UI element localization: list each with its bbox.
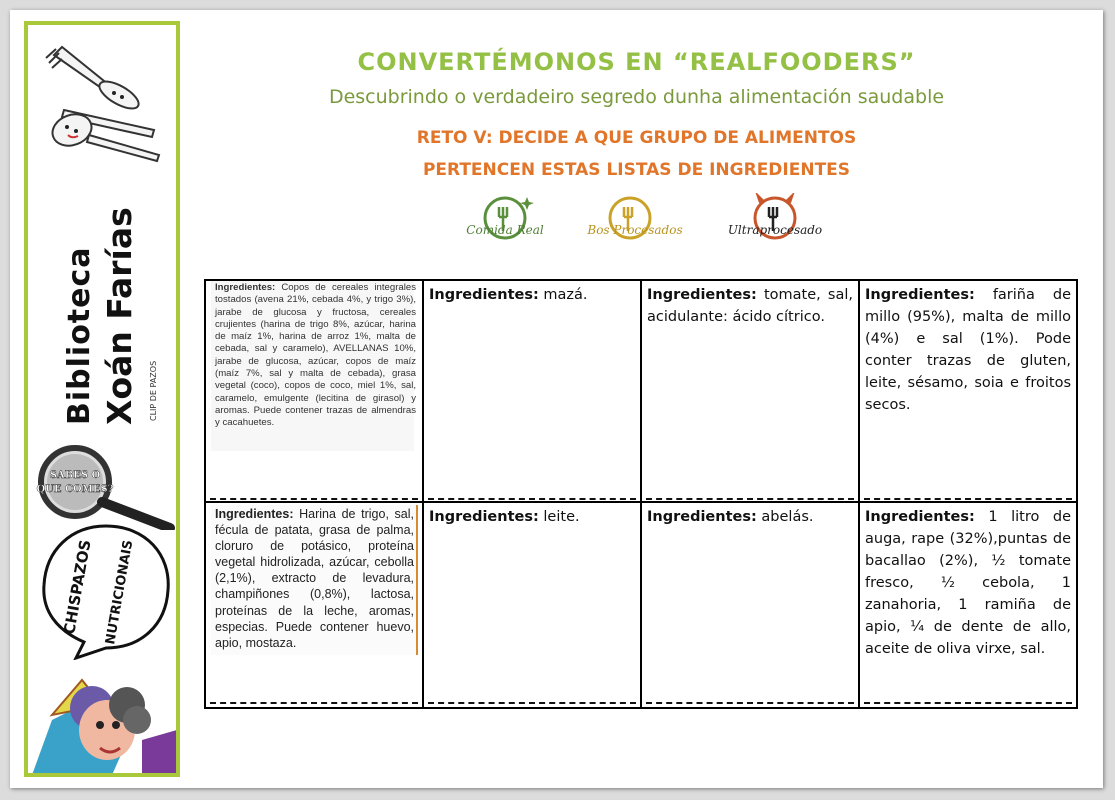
worksheet-page (10, 10, 1103, 788)
ingredient-cell-4 (860, 281, 1076, 503)
challenge-line-2: PERTENCEN ESTAS LISTAS DE INGREDIENTES (422, 160, 851, 180)
svg-text:NUTRICIONAIS: NUTRICIONAIS (103, 538, 137, 646)
library-name (61, 195, 166, 425)
ingredient-text-7: Ingredientes: abelás. (647, 509, 814, 525)
logo-bos-procesados (575, 193, 695, 253)
logo-comida-real (455, 193, 555, 253)
ingredient-text-2: Ingredientes: mazá. (429, 287, 588, 303)
ingredient-cell-1 (206, 281, 424, 503)
answer-line[interactable] (864, 498, 1072, 500)
answer-line[interactable] (646, 702, 854, 704)
page-title: CONVERTÉMONOS EN “REALFOODERS” (357, 48, 916, 76)
speech-bubble-icon (36, 520, 176, 660)
answer-line[interactable] (210, 702, 418, 704)
ingredient-text-4: Ingredientes: fariña de millo (95%), malta de millo (4%) e sal (1%). Pode conter trazas de gluten, leite, sésamo, soia e froitos secos. (865, 287, 1072, 413)
ingredient-text-5: Ingredientes: Harina de trigo, sal, fécula de patata, grasa de palma, cloruro de potásico, proteína vegetal hidrolizada, azúcar, cebolla (2,1%), extracto de levadura, champiñones (0,8%), lactosa, proteínas de la leche, aromas, especias. Puede contener huevo, apio, mostaza. (215, 507, 414, 650)
answer-line[interactable] (646, 498, 854, 500)
answer-line[interactable] (428, 498, 636, 500)
ingredient-cell-3 (642, 281, 860, 503)
answer-line[interactable] (428, 702, 636, 704)
logo-ultraprocesado (715, 193, 835, 253)
ingredient-cell-8 (860, 503, 1076, 707)
ingredient-cell-2 (424, 281, 642, 503)
svg-text:CHISPAZOS: CHISPAZOS (60, 538, 95, 636)
ingredient-text-3: Ingredientes: tomate, sal, acidulante: ácido cítrico. (647, 287, 853, 325)
logo-label-ultraprocesado: Ultraprocesado (727, 223, 823, 237)
library-line3: CLIP DE PAZOS (149, 360, 158, 421)
logo-label-bos-procesados: Bos Procesados (587, 223, 683, 237)
cutlery-icon (34, 35, 174, 165)
challenge-line-1: RETO V: DECIDE A QUE GRUPO DE ALIMENTOS (416, 128, 857, 148)
library-line2: Xoán Farías (100, 207, 139, 425)
ingredient-text-8: Ingredientes: 1 litro de auga, rape (32%),puntas de bacallao (2%), ½ tomate fresco, ½ cebola, 1 zanahoria, 1 ramiña de apio, ¼ de dente de allo, aceite de oliva virxe, sal. (865, 509, 1071, 657)
ingredient-text-6: Ingredientes: leite. (429, 509, 580, 525)
svg-text:SABES O: SABES O (49, 470, 101, 481)
ingredient-text-1: Ingredientes: Copos de cereales integrales tostados (avena 21%, cebada 4%, y trigo 3%), jarabe de glucosa y fructosa, cereales crujientes (harina de trigo 8%, azúcar, harina de maíz 1%, harina de arroz 1%, malta de cebada, sal y caramelo), AVELLANAS 10%, jarabe de glucosa, azúcar, copos de maíz (maíz 7%, sal y malta de cebada), grasa vegetal (coco), copos de coco, miel 1%, sal, caramelo, emulgente (lecitina de girasol) y aromas. Puede contener trazas de almendras y cacahuetes. (215, 282, 416, 429)
answer-line[interactable] (864, 702, 1072, 704)
page-subtitle: Descubrindo o verdadeiro segredo dunha alimentación saudable (328, 86, 945, 108)
ingredient-cell-7 (642, 503, 860, 707)
sidebar (24, 21, 180, 777)
ingredients-table (204, 279, 1078, 709)
ingredient-cell-5 (206, 503, 424, 707)
ingredient-cell-6 (424, 503, 642, 707)
svg-text:QUE COMES?: QUE COMES? (36, 484, 114, 495)
magnifier-icon (30, 440, 180, 530)
library-line1: Biblioteca (62, 246, 97, 425)
challenge-heading (180, 122, 1093, 186)
logo-label-comida-real: Comida Real (466, 223, 544, 237)
answer-line[interactable] (210, 498, 418, 500)
wizard-character-icon (32, 660, 177, 775)
